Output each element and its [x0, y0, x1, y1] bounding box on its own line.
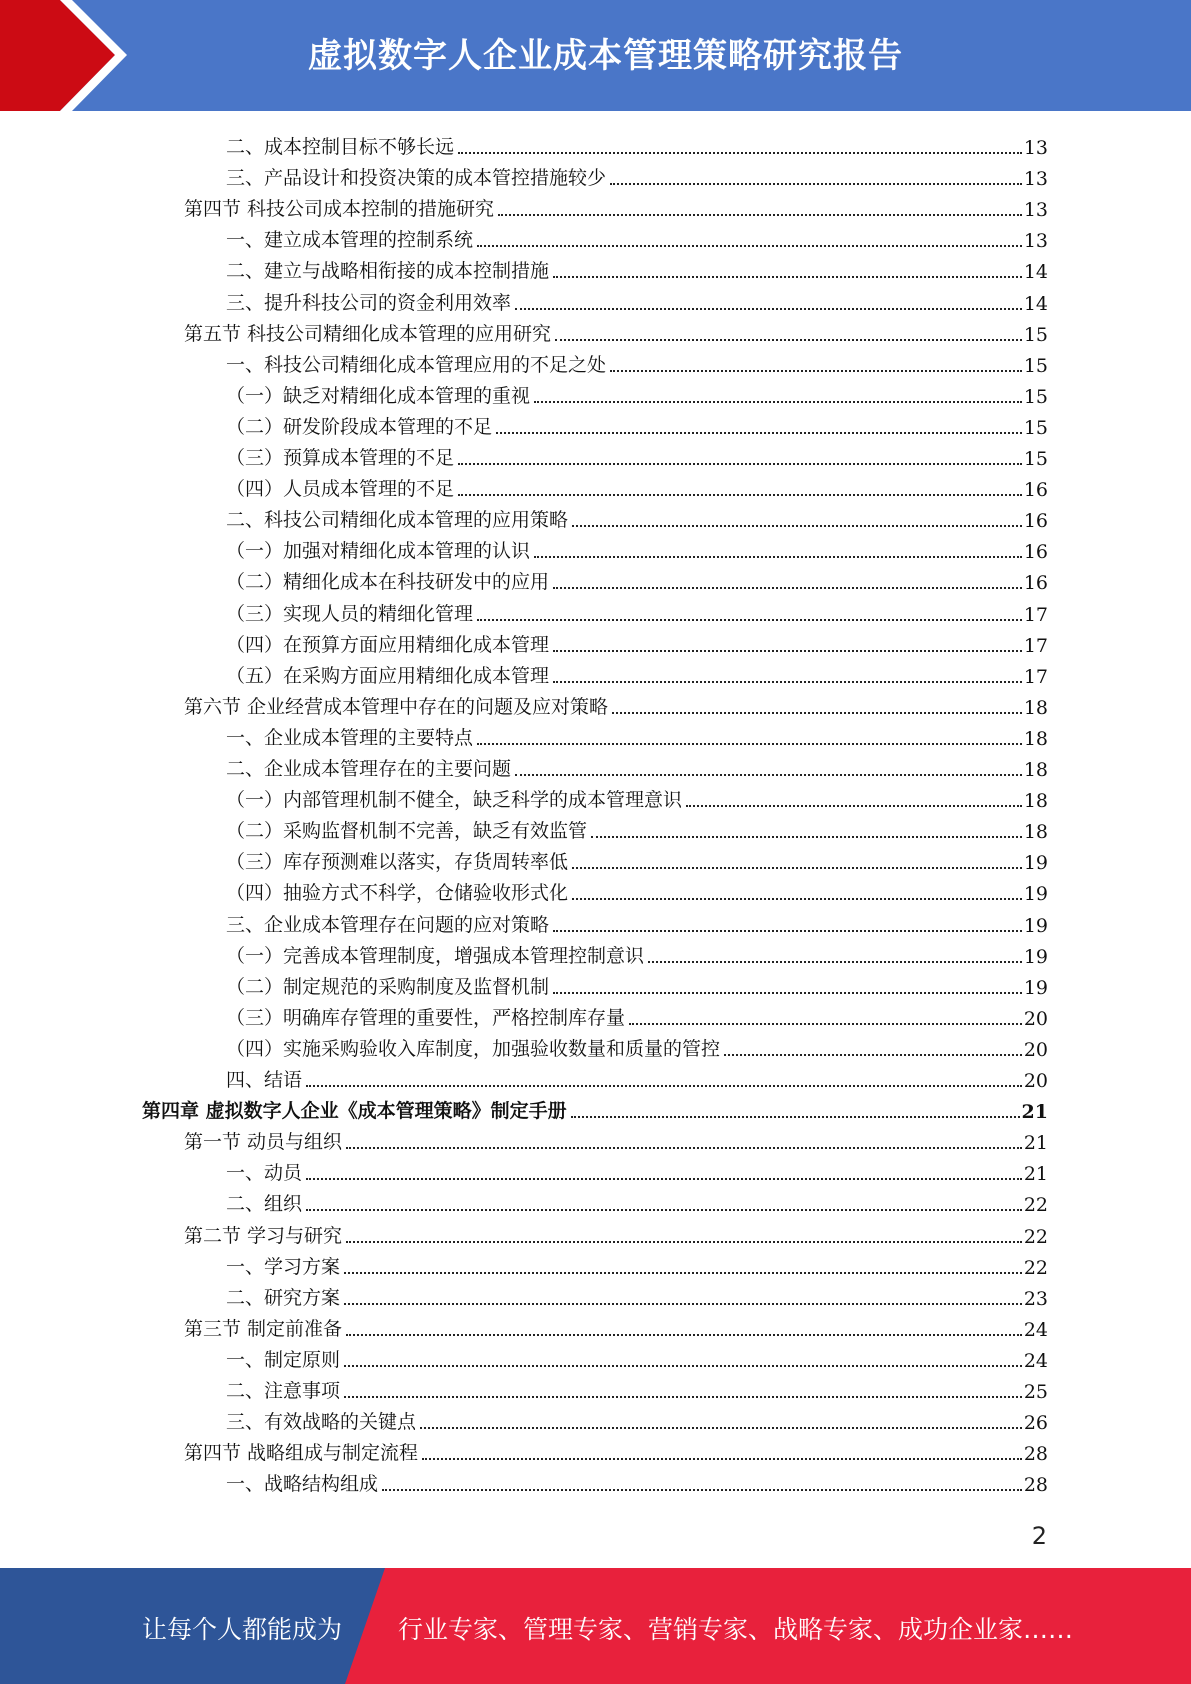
toc-subsection-entry[interactable]	[226, 999, 1048, 1030]
toc-subsection-entry[interactable]	[226, 470, 1048, 501]
toc-entry-title: 二、科技公司精细化成本管理的应用策略	[226, 509, 569, 532]
toc-entry-page: 17	[1023, 634, 1048, 657]
toc-dot-leader	[553, 924, 1022, 932]
toc-entry-page: 15	[1023, 385, 1048, 408]
toc-subsection-entry[interactable]	[226, 128, 1048, 159]
toc-subsection-entry[interactable]	[226, 252, 1048, 283]
toc-entry-title: 三、企业成本管理存在问题的应对策略	[226, 913, 550, 936]
toc-subsection-entry[interactable]	[226, 906, 1048, 937]
toc-dot-leader	[553, 675, 1022, 683]
toc-entry-page: 22	[1023, 1256, 1048, 1279]
toc-subsection-entry[interactable]	[226, 1154, 1048, 1185]
toc-entry-page: 19	[1023, 852, 1048, 875]
toc-subsection-entry[interactable]	[226, 346, 1048, 377]
toc-subsection-entry[interactable]	[226, 408, 1048, 439]
toc-entry-page: 17	[1023, 603, 1048, 626]
toc-entry-title: 二、成本控制目标不够长远	[226, 136, 455, 158]
toc-subsection-entry[interactable]	[226, 937, 1048, 968]
toc-section-entry[interactable]	[184, 688, 1048, 719]
toc-subsection-entry[interactable]	[226, 750, 1048, 781]
toc-entry-title: 二、注意事项	[226, 1380, 341, 1402]
report-title: 虚拟数字人企业成本管理策略研究报告	[308, 36, 903, 76]
toc-subsection-entry[interactable]	[226, 1248, 1048, 1279]
toc-dot-leader	[553, 986, 1022, 994]
toc-dot-leader	[420, 1421, 1022, 1429]
toc-dot-leader	[458, 146, 1022, 154]
toc-entry-title: 一、战略结构组成	[226, 1473, 379, 1496]
toc-subsection-entry[interactable]	[226, 501, 1048, 532]
toc-entry-title: （一）加强对精细化成本管理的认识	[226, 540, 531, 563]
toc-dot-leader	[346, 1141, 1022, 1149]
toc-subsection-entry[interactable]	[226, 812, 1048, 843]
toc-entry-page: 25	[1023, 1381, 1048, 1403]
toc-dot-leader	[346, 1235, 1022, 1243]
toc-dot-leader	[306, 1079, 1022, 1087]
toc-entry-page: 15	[1023, 354, 1048, 377]
toc-entry-title: 二、研究方案	[226, 1286, 341, 1309]
toc-entry-title: （一）内部管理机制不健全，缺乏科学的成本管理意识	[226, 789, 683, 812]
toc-entry-title: （二）制定规范的采购制度及监督机制	[226, 975, 550, 998]
toc-entry-page: 14	[1023, 292, 1048, 315]
toc-entry-page: 23	[1023, 1287, 1048, 1310]
toc-dot-leader	[553, 581, 1022, 589]
report-header-banner	[0, 0, 1191, 111]
toc-entry-page: 22	[1023, 1194, 1048, 1217]
toc-entry-title: 四、结语	[226, 1069, 303, 1091]
toc-section-entry[interactable]	[184, 1123, 1048, 1154]
footer-slogan-right: 行业专家、管理专家、营销专家、战略专家、成功企业家……	[398, 1615, 1074, 1644]
toc-subsection-entry[interactable]	[226, 595, 1048, 626]
toc-entry-title: （四）在预算方面应用精细化成本管理	[226, 633, 550, 656]
toc-chapter-entry[interactable]	[142, 1092, 1048, 1123]
toc-entry-page: 18	[1023, 727, 1048, 750]
toc-entry-title: （四）实施采购验收入库制度，加强验收数量和质量的管控	[226, 1037, 721, 1060]
toc-entry-title: （二）研发阶段成本管理的不足	[226, 415, 493, 438]
toc-dot-leader	[553, 270, 1022, 278]
toc-entry-title: （三）明确库存管理的重要性，严格控制库存量	[226, 1006, 626, 1029]
toc-dot-leader	[686, 799, 1022, 807]
toc-dot-leader	[572, 519, 1022, 527]
toc-entry-page: 19	[1023, 914, 1048, 937]
toc-entry-title: 第二节 学习与研究	[184, 1224, 343, 1247]
toc-subsection-entry[interactable]	[226, 657, 1048, 688]
toc-entry-page: 13	[1023, 137, 1048, 159]
toc-subsection-entry[interactable]	[226, 439, 1048, 470]
toc-entry-page: 28	[1023, 1443, 1048, 1466]
toc-entry-page: 20	[1023, 1007, 1048, 1030]
toc-dot-leader	[553, 644, 1022, 652]
toc-entry-page: 28	[1023, 1474, 1048, 1497]
toc-dot-leader	[344, 1266, 1022, 1274]
toc-entry-title: （三）实现人员的精细化管理	[226, 602, 474, 625]
toc-entry-page: 15	[1023, 448, 1048, 470]
toc-entry-page: 18	[1023, 790, 1048, 813]
toc-entry-title: （五）在采购方面应用精细化成本管理	[226, 664, 550, 687]
toc-section-entry[interactable]	[184, 1217, 1048, 1248]
toc-entry-title: 第四节 战略组成与制定流程	[184, 1442, 419, 1465]
toc-entry-page: 21	[1021, 1101, 1048, 1124]
toc-dot-leader	[498, 208, 1022, 216]
toc-dot-leader	[496, 426, 1022, 434]
toc-entry-page: 14	[1023, 261, 1048, 284]
toc-entry-page: 17	[1023, 665, 1048, 688]
toc-entry-page: 15	[1023, 323, 1048, 346]
toc-subsection-entry[interactable]	[226, 284, 1048, 315]
toc-subsection-entry[interactable]	[226, 626, 1048, 657]
toc-dot-leader	[572, 892, 1022, 900]
toc-subsection-entry[interactable]	[226, 1403, 1048, 1434]
toc-entry-page: 21	[1023, 1163, 1048, 1186]
toc-subsection-entry[interactable]	[226, 843, 1048, 874]
toc-subsection-entry[interactable]	[226, 1465, 1048, 1496]
toc-dot-leader	[591, 830, 1022, 838]
toc-entry-title: 第四章 虚拟数字人企业《成本管理策略》制定手册	[142, 1100, 567, 1123]
toc-dot-leader	[306, 1172, 1022, 1180]
toc-dot-leader	[477, 737, 1022, 745]
toc-dot-leader	[612, 706, 1022, 714]
toc-entry-title: 第三节 制定前准备	[184, 1317, 343, 1340]
toc-entry-title: 一、学习方案	[226, 1255, 341, 1278]
toc-section-entry[interactable]	[184, 1310, 1048, 1341]
toc-dot-leader	[382, 1483, 1022, 1491]
toc-entry-title: （四）抽验方式不科学，仓储验收形式化	[226, 882, 569, 905]
toc-entry-title: 二、组织	[226, 1193, 303, 1216]
toc-dot-leader	[610, 364, 1022, 372]
toc-entry-title: （三）预算成本管理的不足	[226, 447, 455, 469]
toc-dot-leader	[610, 177, 1022, 185]
toc-entry-title: （三）库存预测难以落实，存货周转率低	[226, 851, 569, 874]
toc-dot-leader	[477, 239, 1022, 247]
toc-dot-leader	[534, 395, 1022, 403]
toc-entry-title: 三、提升科技公司的资金利用效率	[226, 291, 512, 314]
toc-entry-page: 13	[1023, 199, 1048, 222]
page-number: 2	[1031, 1522, 1047, 1550]
toc-entry-page: 20	[1023, 1038, 1048, 1061]
toc-dot-leader	[515, 302, 1022, 310]
toc-dot-leader	[306, 1203, 1022, 1211]
toc-entry-page: 13	[1023, 230, 1048, 253]
toc-entry-title: 第六节 企业经营成本管理中存在的问题及应对策略	[184, 695, 609, 718]
toc-entry-page: 19	[1023, 976, 1048, 999]
toc-entry-title: 第一节 动员与组织	[184, 1131, 343, 1154]
toc-entry-title: （一）缺乏对精细化成本管理的重视	[226, 384, 531, 407]
toc-entry-page: 21	[1023, 1132, 1048, 1155]
toc-entry-title: 一、建立成本管理的控制系统	[226, 229, 474, 252]
toc-entry-page: 18	[1023, 821, 1048, 844]
toc-subsection-entry[interactable]	[226, 1061, 1048, 1092]
toc-section-entry[interactable]	[184, 315, 1048, 346]
toc-dot-leader	[555, 333, 1022, 341]
toc-entry-title: 三、产品设计和投资决策的成本管控措施较少	[226, 167, 607, 190]
toc-subsection-entry[interactable]	[226, 532, 1048, 563]
toc-entry-page: 16	[1023, 479, 1048, 502]
toc-entry-page: 22	[1023, 1225, 1048, 1248]
toc-entry-page: 19	[1023, 945, 1048, 968]
toc-dot-leader	[344, 1390, 1022, 1398]
toc-dot-leader	[477, 613, 1022, 621]
toc-dot-leader	[571, 1110, 1020, 1118]
toc-entry-page: 16	[1023, 541, 1048, 564]
toc-dot-leader	[515, 768, 1022, 776]
toc-dot-leader	[534, 550, 1022, 558]
toc-subsection-entry[interactable]	[226, 874, 1048, 905]
toc-entry-title: 第四节 科技公司成本控制的措施研究	[184, 198, 495, 221]
toc-dot-leader	[458, 488, 1022, 496]
toc-entry-title: 第五节 科技公司精细化成本管理的应用研究	[184, 322, 552, 345]
footer-banner	[0, 1568, 1191, 1684]
toc-entry-page: 24	[1023, 1318, 1048, 1341]
toc-section-entry[interactable]	[184, 190, 1048, 221]
toc-entry-page: 13	[1023, 168, 1048, 191]
toc-entry-title: 一、企业成本管理的主要特点	[226, 726, 474, 749]
toc-subsection-entry[interactable]	[226, 221, 1048, 252]
toc-entry-page: 20	[1023, 1070, 1048, 1092]
toc-subsection-entry[interactable]	[226, 159, 1048, 190]
toc-entry-title: （一）完善成本管理制度，增强成本管理控制意识	[226, 944, 645, 967]
toc-dot-leader	[629, 1017, 1022, 1025]
toc-entry-title: （四）人员成本管理的不足	[226, 478, 455, 501]
toc-entry-title: 一、科技公司精细化成本管理应用的不足之处	[226, 353, 607, 376]
toc-entry-page: 19	[1023, 883, 1048, 906]
toc-dot-leader	[344, 1297, 1022, 1305]
footer-slogan-left: 让每个人都能成为	[142, 1615, 343, 1644]
toc-entry-page: 16	[1023, 510, 1048, 533]
toc-section-entry[interactable]	[184, 1434, 1048, 1465]
toc-entry-title: 一、动员	[226, 1162, 303, 1185]
toc-subsection-entry[interactable]	[226, 1341, 1048, 1372]
toc-entry-title: 二、建立与战略相衔接的成本控制措施	[226, 260, 550, 283]
toc-entry-page: 24	[1023, 1349, 1048, 1372]
toc-dot-leader	[648, 955, 1022, 963]
toc-entry-page: 26	[1023, 1412, 1048, 1435]
toc-dot-leader	[458, 457, 1022, 465]
toc-subsection-entry[interactable]	[226, 1030, 1048, 1061]
toc-subsection-entry[interactable]	[226, 1279, 1048, 1310]
toc-dot-leader	[344, 1359, 1022, 1367]
toc-dot-leader	[346, 1328, 1022, 1336]
toc-subsection-entry[interactable]	[226, 719, 1048, 750]
toc-subsection-entry[interactable]	[226, 1372, 1048, 1403]
toc-entry-page: 18	[1023, 696, 1048, 719]
toc-subsection-entry[interactable]	[226, 1185, 1048, 1216]
toc-subsection-entry[interactable]	[226, 968, 1048, 999]
toc-entry-title: （二）精细化成本在科技研发中的应用	[226, 571, 550, 594]
toc-entry-title: 一、制定原则	[226, 1348, 341, 1371]
toc-subsection-entry[interactable]	[226, 781, 1048, 812]
toc-entry-title: 三、有效战略的关键点	[226, 1411, 417, 1434]
toc-entry-title: 二、企业成本管理存在的主要问题	[226, 758, 512, 780]
toc-dot-leader	[724, 1048, 1022, 1056]
toc-dot-leader	[422, 1452, 1022, 1460]
toc-subsection-entry[interactable]	[226, 377, 1048, 408]
toc-subsection-entry[interactable]	[226, 563, 1048, 594]
toc-entry-page: 18	[1023, 759, 1048, 781]
toc-entry-page: 16	[1023, 572, 1048, 595]
toc-entry-page: 15	[1023, 416, 1048, 439]
toc-dot-leader	[572, 861, 1022, 869]
toc-entry-title: （二）采购监督机制不完善，缺乏有效监管	[226, 820, 588, 843]
